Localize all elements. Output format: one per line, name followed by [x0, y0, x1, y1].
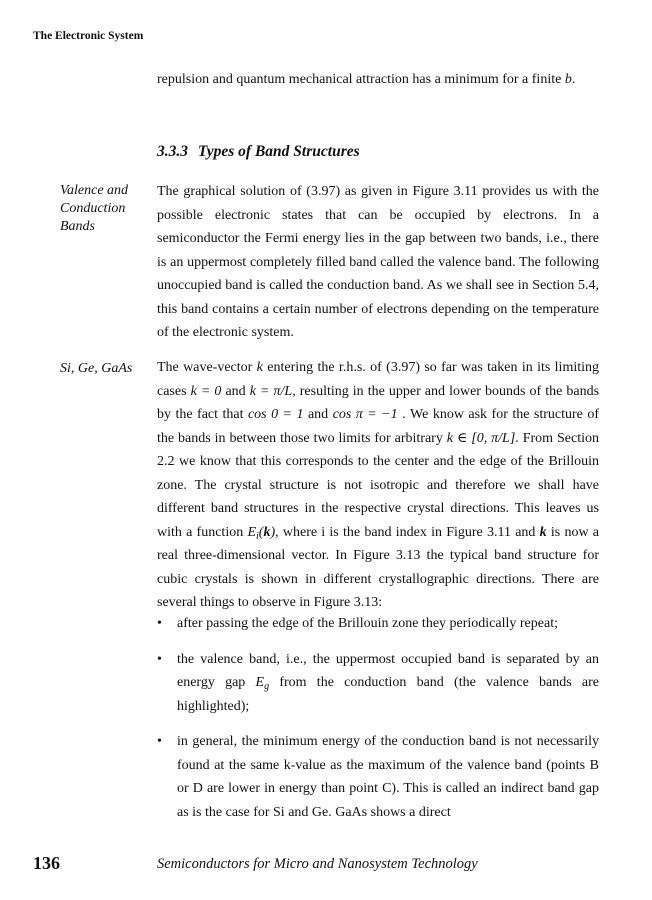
- wave-vector-paragraph: [157, 356, 599, 615]
- observations-list: [157, 612, 599, 836]
- intro-text: repulsion and quantum mechanical attraction has a minimum for a finite: [157, 72, 562, 87]
- bullet-text: in general, the minimum energy of the conduction band is not necessarily found at the same k-value as the maximum of the valence band (points B or D are lower in energy than point C). This is called an indirect band gap as is the case for Si and Ge. GaAs shows a direct: [177, 734, 599, 820]
- math-k-interval: k ∈ [0, π/L]: [446, 430, 516, 446]
- wave-text-3: and: [225, 383, 246, 399]
- math-energy-gap: [256, 675, 270, 690]
- page-number: 136: [33, 853, 60, 873]
- math-vector-k: k: [263, 524, 271, 540]
- bullet-marker: •: [157, 734, 162, 749]
- bullet-text: the valence band, i.e., the uppermost occupied band is separated by an energy gap: [177, 651, 599, 690]
- math-subscript-i: i: [256, 530, 259, 542]
- var-b: b: [564, 72, 572, 87]
- wave-text-1: The wave-vector: [157, 360, 253, 375]
- math-k-eq-pi: k = π/L: [249, 383, 293, 399]
- bullet-text-end: from the conduction band (the valence bands are highlighted);: [177, 675, 600, 714]
- intro-paragraph: [157, 68, 599, 92]
- bullet-marker: •: [157, 616, 162, 631]
- wave-text-6: . We know ask for the structure of the bands in between those two limits for arbitrary: [157, 407, 600, 446]
- wave-text-7: . From Section 2.2 we know that this corresponds to the center and the edge of the Brillouin zone. The crystal structure is not isotropic and therefore we shall have different band structures in the respective crystal directions. This leaves us with a function: [157, 430, 600, 540]
- wave-text-4: , resulting in the upper and lower bounds of the bands by the fact that: [157, 383, 600, 422]
- list-item: [157, 612, 599, 636]
- section-heading: [157, 143, 360, 161]
- math-cos0: cos 0 = 1: [247, 407, 304, 422]
- section-number: 3.3.3: [157, 143, 188, 160]
- valence-paragraph: [157, 180, 599, 345]
- wave-text-2: entering the r.h.s. of (3.97) so far was taken in its limiting cases: [157, 360, 600, 399]
- math-E-gap: E: [255, 675, 265, 690]
- valence-text: The graphical solution of (3.97) as given in Figure 3.11 provides us with the possible electronic states that can be occupied by electrons. In a semiconductor the Fermi energy lies in the gap between two bands, i.e., there is an uppermost completely filled band called the valence band. The following unoccupied band is called the conduction band. As we shall see in Section 5.4, this band contains a certain number of electrons depending on the temperature of the electronic system.: [157, 184, 599, 340]
- math-subscript-g: g: [264, 681, 270, 692]
- math-k-eq-0: k = 0: [190, 383, 222, 399]
- list-item: [157, 648, 599, 719]
- wave-text-5: and: [307, 407, 329, 422]
- math-E: E: [247, 524, 257, 540]
- bullet-text: after passing the edge of the Brillouin zone they periodically repeat;: [177, 616, 558, 631]
- math-k: k: [256, 360, 263, 375]
- book-title: Semiconductors for Micro and Nanosystem Technology: [157, 856, 478, 872]
- margin-note-si-ge-gaas: Si, Ge, GaAs: [60, 361, 133, 376]
- math-paren-close: ): [270, 524, 276, 540]
- math-paren-open: (: [258, 524, 264, 540]
- margin-note-valence: Valence and Conduction Bands: [60, 183, 129, 234]
- running-head: The Electronic System: [33, 30, 144, 42]
- list-item: [157, 730, 599, 824]
- section-title: Types of Band Structures: [197, 143, 360, 160]
- wave-text-9: is now a real three-dimensional vector. In Figure 3.13 the typical band structure for cubic crystals is shown in different crystallographic directions. There are several things to observe in Figure 3.13:: [157, 524, 600, 610]
- math-cospi: cos π = −1: [332, 407, 398, 422]
- math-e-function: [247, 525, 275, 540]
- bullet-marker: •: [157, 651, 162, 667]
- intro-end: .: [571, 72, 576, 87]
- math-vector-k-bold: k: [539, 524, 547, 540]
- wave-text-8: , where i is the band index in Figure 3.11 and: [275, 524, 536, 540]
